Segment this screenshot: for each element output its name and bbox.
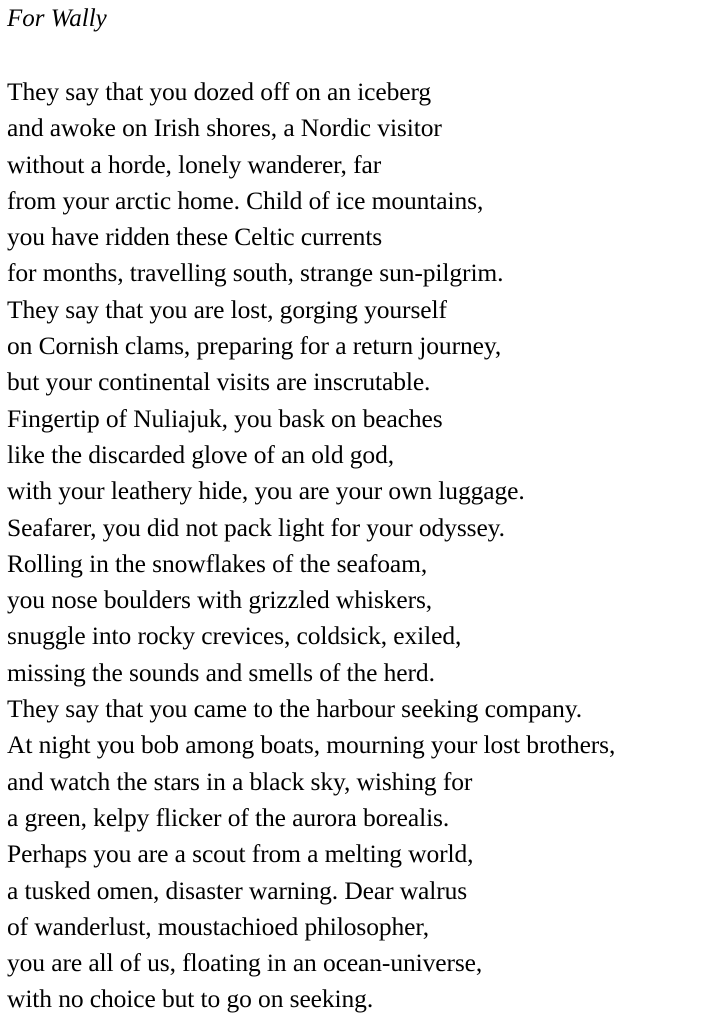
poem-line: They say that you dozed off on an iceberg: [7, 77, 432, 106]
poem-line: of wanderlust, moustachioed philosopher,: [7, 911, 430, 941]
poem-line: for months, travelling south, strange sun-pilgrim.: [7, 258, 504, 288]
poem-line: missing the sounds and smells of the herd.: [7, 657, 435, 687]
poem-line: and watch the stars in a black sky, wishing for: [7, 766, 473, 796]
poem-line: Fingertip of Nuliajuk, you bask on beaches: [7, 403, 443, 433]
poem-line: on Cornish clams, preparing for a return journey,: [7, 331, 502, 361]
poem-line: with your leathery hide, you are your own luggage.: [7, 476, 525, 506]
poem-line: you nose boulders with grizzled whiskers,: [7, 585, 433, 615]
poem-line: but your continental visits are inscrutable.: [7, 367, 431, 397]
poem-line: and awoke on Irish shores, a Nordic visitor: [7, 113, 442, 143]
poem-line: Rolling in the snowflakes of the seafoam,: [7, 548, 428, 578]
poem-line: from your arctic home. Child of ice mountains,: [7, 185, 484, 215]
poem-line: a tusked omen, disaster warning. Dear walrus: [7, 875, 468, 905]
poem-line: you have ridden these Celtic currents: [7, 222, 383, 252]
poem-line: Seafarer, you did not pack light for your odyssey.: [7, 512, 505, 542]
poem-line: you are all of us, floating in an ocean-universe,: [7, 948, 483, 978]
poem-line: with no choice but to go on seeking.: [7, 984, 374, 1014]
poem-line: Perhaps you are a scout from a melting world,: [7, 839, 474, 869]
poem-stanza: [7, 74, 615, 1018]
poem-line: without a horde, lonely wanderer, far: [7, 149, 382, 179]
poem-line: They say that you are lost, gorging yourself: [7, 294, 447, 324]
poem-line: like the discarded glove of an old god,: [7, 439, 394, 469]
poem-dedication: For Wally: [7, 5, 107, 32]
poem-line: At night you bob among boats, mourning your lost brothers,: [7, 730, 616, 760]
poem-line: a green, kelpy flicker of the aurora borealis.: [7, 802, 450, 832]
poem-line: They say that you came to the harbour seeking company.: [7, 694, 583, 724]
poem-line: snuggle into rocky crevices, coldsick, exiled,: [7, 621, 462, 651]
